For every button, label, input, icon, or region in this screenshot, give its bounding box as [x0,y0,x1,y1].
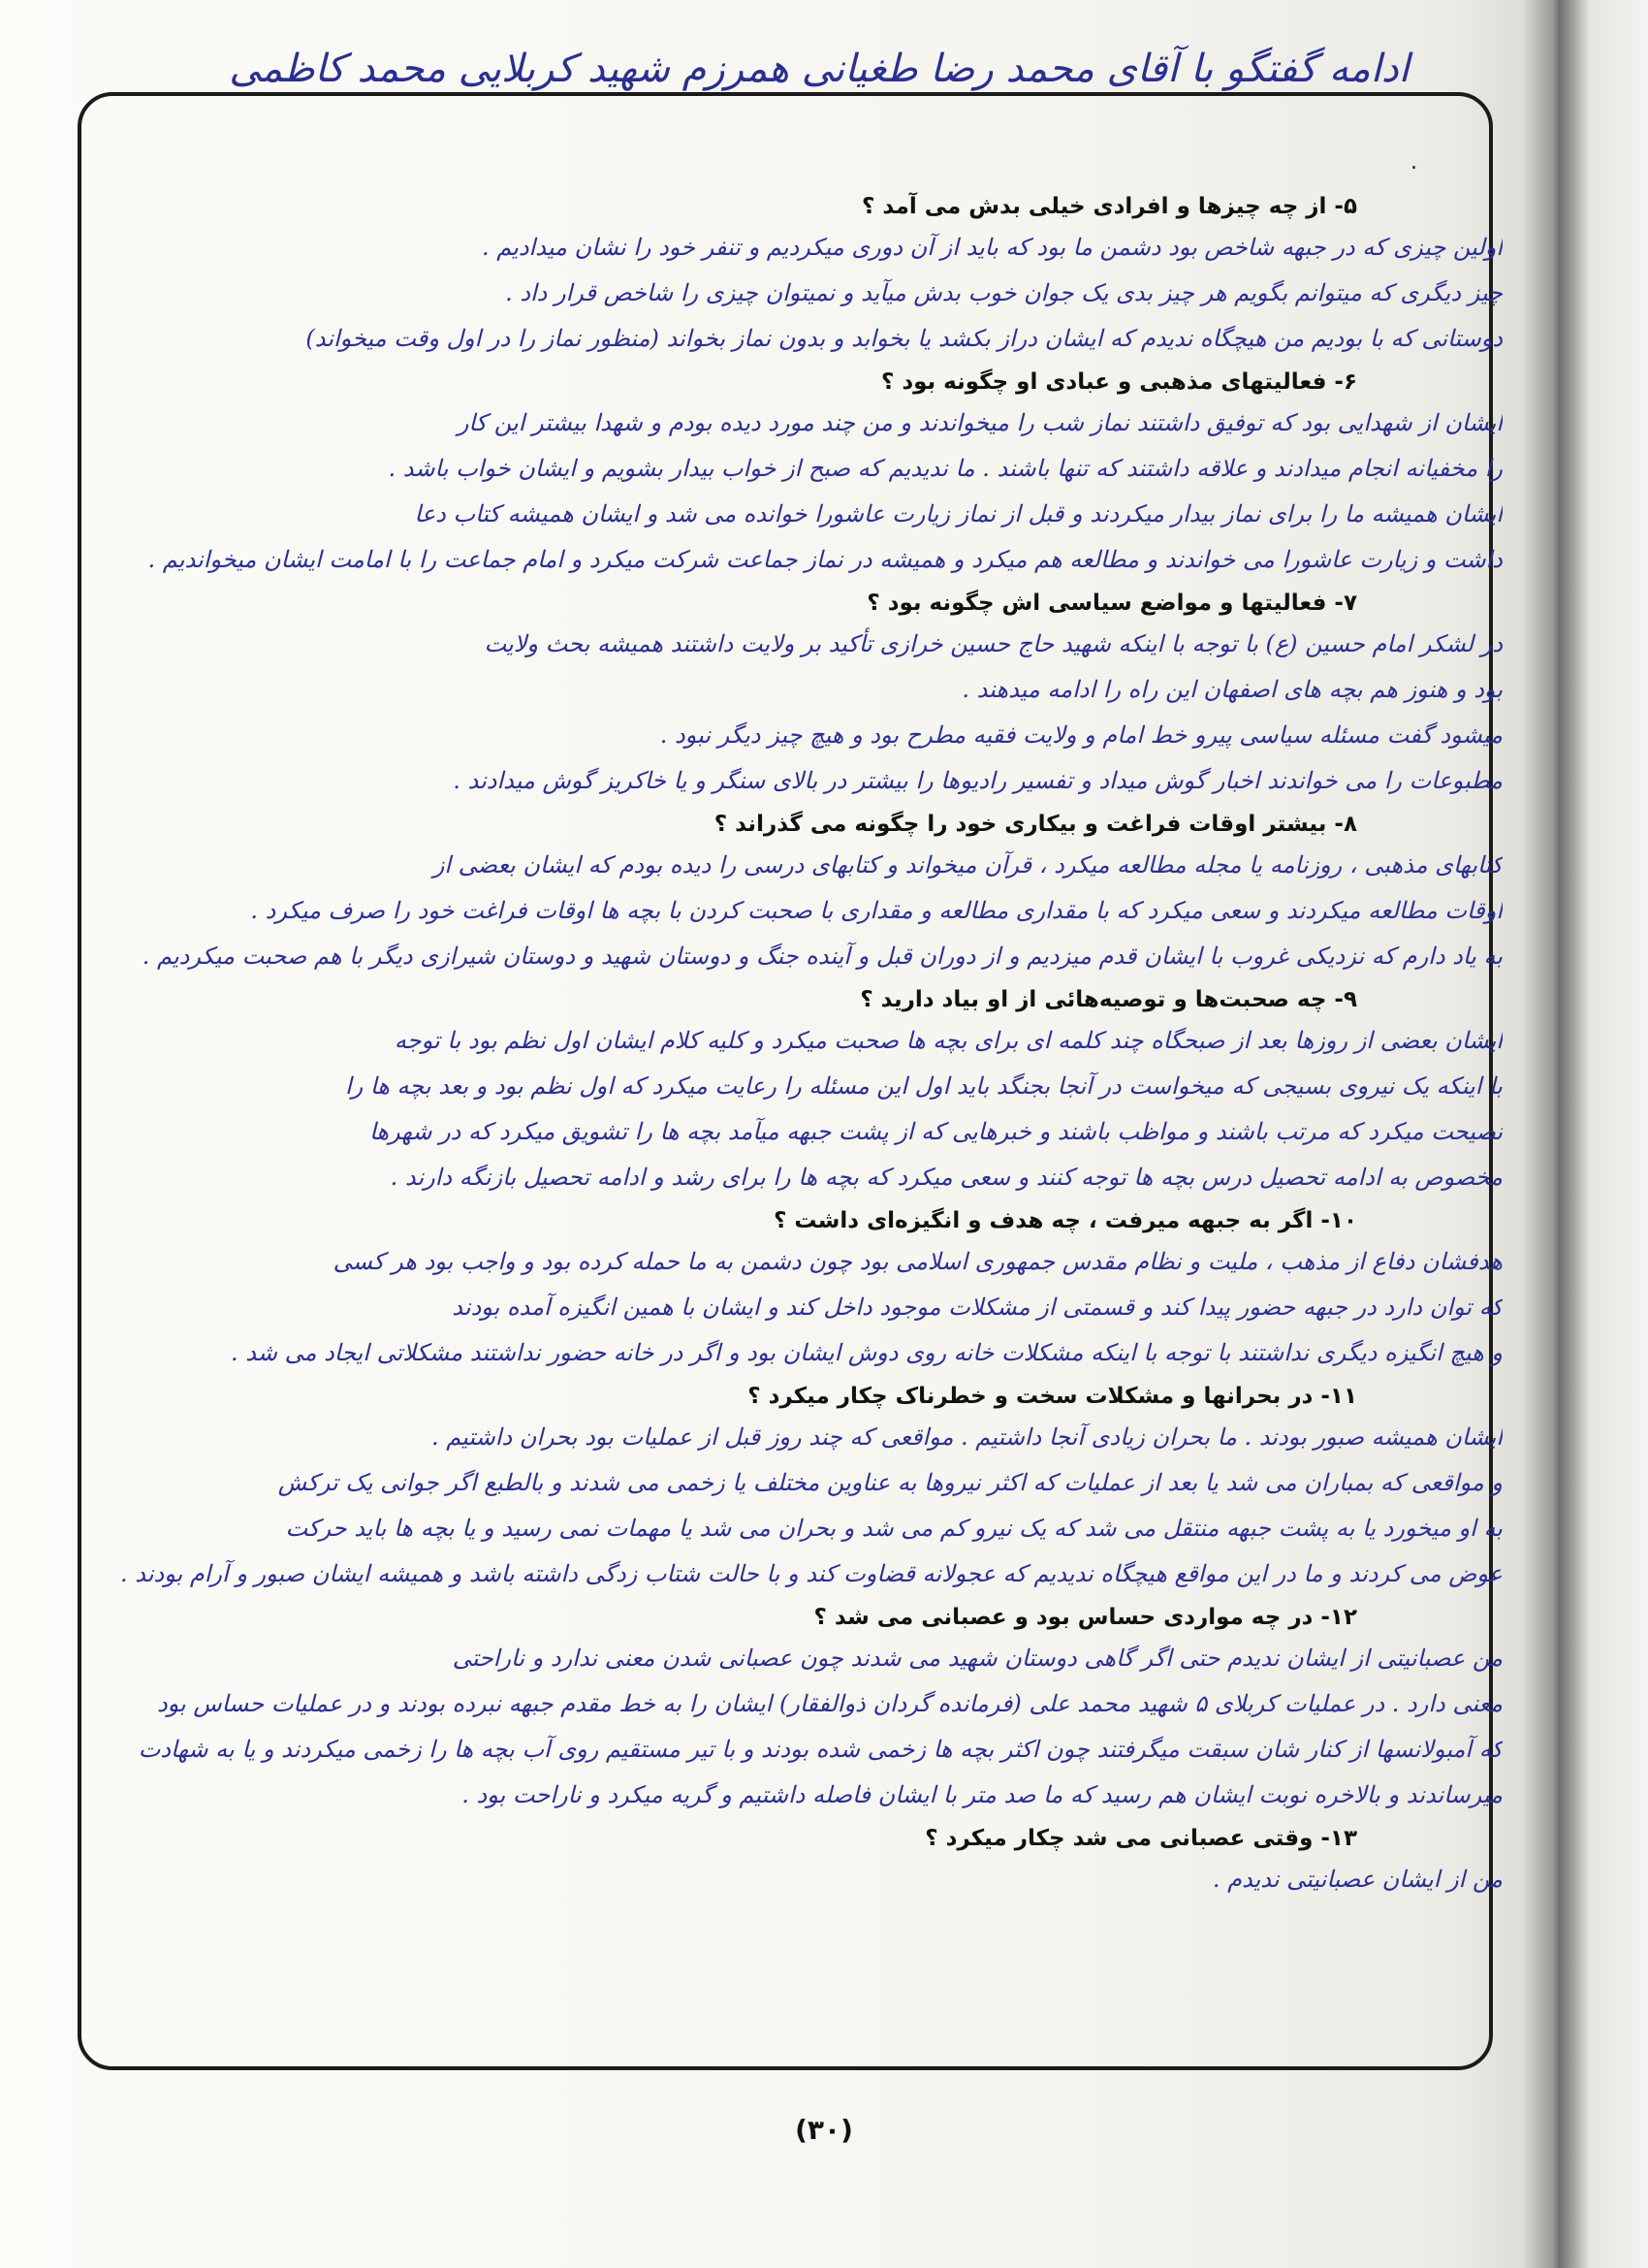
question-text: ۱۳- وقتی عصبانی می شد چکار میکرد ؟ [925,1826,1357,1851]
handwritten-answer [68,1857,1503,1902]
question-text: ۸- بیشتر اوقات فراغت و بیکاری خود را چگونه می گذراند ؟ [713,812,1357,837]
answer-line: ایشان همیشه صبور بودند . ما بحران زیادی آنجا داشتیم . مواقعی که چند روز قبل از عملیات بود بحران داشتیم . [430,1423,1503,1451]
handwritten-answer [68,622,1503,804]
answer-line: معنی دارد . در عملیات کربلای ۵ شهید محمد علی (فرمانده گردان ذوالفقار) ایشان را به خط مقدم جبهه نبرده بودند و در عملیات حساس بود [156,1690,1503,1717]
question-text: ۷- فعالیتها و مواضع سیاسی اش چگونه بود ؟ [867,591,1357,616]
answer-line: ایشان بعضی از روزها بعد از صبحگاه چند کلمه ای برای بچه ها صحبت میکرد و کلیه کلام ایشان اول نظم بود با توجه [394,1027,1503,1054]
binding-shadow [1522,0,1590,2268]
interview-qa-list [68,194,1503,1910]
handwritten-answer [68,400,1503,583]
answer-line: من از ایشان عصبانیتی ندیدم . [1212,1866,1503,1893]
answer-line: و هیچ انگیزه دیگری نداشتند با توجه با اینکه مشکلات خانه روی دوش ایشان بود و اگر در خانه حضور نداشتند مشکلاتی ایجاد می شد . [231,1339,1503,1366]
question-text: ۹- چه صحبت‌ها و توصیه‌هائی از او بیاد دارید ؟ [860,987,1357,1012]
answer-line: اولین چیزی که در جبهه شاخص بود دشمن ما بود که باید از آن دوری میکردیم و تنفر خود را نشان میدادیم . [481,234,1503,261]
handwritten-title: ادامه گفتگو با آقای محمد رضا طغیانی همرزم شهید کربلایی محمد کاظمی [229,47,1410,91]
answer-line: اوقات مطالعه میکردند و سعی میکرد که با مقداری مطالعه و مقداری با صحبت کردن با بچه ها اوقات فراغت خود را صرف میکرد . [250,897,1503,924]
question-text: ۱۱- در بحرانها و مشکلات سخت و خطرناک چکار میکرد ؟ [747,1384,1357,1409]
answer-line: که آمبولانسها از کنار شان سبقت میگرفتند چون اکثر بچه ها زخمی شده بودند و با تیر مستقیم روی آب بچه ها را زخمی میکردند و یا به شهادت [138,1736,1503,1763]
handwritten-answer [68,1636,1503,1818]
answer-line: عوض می کردند و ما در این مواقع هیچگاه ندیدیم که عجولانه قضاوت کند و با حالت شتاب زدگی داشته باشد و همیشه ایشان صبور و آرام بودند . [119,1560,1503,1587]
answer-line: کتابهای مذهبی ، روزنامه یا مجله مطالعه میکرد ، قرآن میخواند و کتابهای درسی را دیده بودم که ایشان بعضی از [432,851,1503,878]
answer-line: داشت و زیارت عاشورا می خواندند و مطالعه هم میکرد و همیشه در نماز جماعت شرکت میکرد و امام جماعت را با امامت ایشان میخواندیم . [147,546,1503,573]
qa-block [68,1826,1503,1902]
answer-line: در لشکر امام حسین (ع) با توجه با اینکه شهید حاج حسین خرازی تأکید بر ولایت داشتند همیشه بحث ولایت [484,630,1503,657]
handwritten-answer [68,1415,1503,1597]
answer-line: هدفشان دفاع از مذهب ، ملیت و نظام مقدس جمهوری اسلامی بود چون دشمن به ما حمله کرده بود و واجب بود هر کسی [333,1248,1503,1275]
answer-line: مخصوص به ادامه تحصیل درس بچه ها توجه کنند و سعی میکرد که بچه ها را برای رشد و ادامه تحصیل بازنگه دارند . [390,1164,1503,1191]
qa-block [68,369,1503,583]
answer-line: من عصبانیتی از ایشان ندیدم حتی اگر گاهی دوستان شهید می شدند چون عصبانی شدن معنی ندارد و ناراحتی [452,1645,1503,1672]
answer-line: ایشان از شهدایی بود که توفیق داشتند نماز شب را میخواندند و من چند مورد دیده بودم و شهدا بیشتر این کار [457,409,1503,436]
handwritten-answer [68,225,1503,362]
qa-block [68,812,1503,979]
qa-block [68,1208,1503,1376]
qa-block [68,591,1503,804]
handwritten-answer [68,843,1503,979]
page-number: (۳۰) [795,2114,853,2146]
answer-line: را مخفیانه انجام میدادند و علاقه داشتند که تنها باشند . ما ندیدیم که صبح از خواب بیدار بشویم و ایشان خواب باشد . [388,455,1503,482]
answer-line: بود و هنوز هم بچه های اصفهان این راه را ادامه میدهند . [962,676,1503,703]
question-text: ۵- از چه چیزها و افرادی خیلی بدش می آمد ؟ [861,194,1357,219]
qa-block [68,1384,1503,1597]
answer-line: که توان دارد در جبهه حضور پیدا کند و قسمتی از مشکلات موجود داخل کند و ایشان با همین انگیزه آمده بودند [452,1294,1503,1321]
qa-block [68,987,1503,1200]
answer-line: چیز دیگری که میتوانم بگویم هر چیز بدی یک جوان خوب بدش میآید و نمیتوان چیزی را شاخص قرار داد . [505,279,1503,306]
answer-line: ایشان همیشه ما را برای نماز بیدار میکردند و قبل از نماز زیارت عاشورا خوانده می شد و ایشان همیشه کتاب دعا [414,500,1503,527]
qa-block [68,194,1503,362]
page-dot-mark: . [1410,150,1417,175]
handwritten-answer [68,1018,1503,1200]
answer-line: مطبوعات را می خواندند اخبار گوش میداد و تفسیر رادیوها را بیشتر در بالای سنگر و یا خاکریز گوش میدادند . [453,767,1503,794]
question-text: ۱۰- اگر به جبهه میرفت ، چه هدف و انگیزه‌ای داشت ؟ [774,1208,1357,1233]
answer-line: با اینکه یک نیروی بسیجی که میخواست در آنجا بجنگد باید اول این مسئله را رعایت میکرد که اول نظم بود و بعد بچه ها را [345,1072,1503,1100]
answer-line: میشود گفت مسئله سیاسی پیرو خط امام و ولایت فقیه مطرح بود و هیچ چیز دیگر نبود . [659,721,1503,749]
question-text: ۱۲- در چه مواردی حساس بود و عصبانی می شد ؟ [813,1605,1357,1630]
question-text: ۶- فعالیتهای مذهبی و عبادی او چگونه بود ؟ [880,369,1357,395]
qa-block [68,1605,1503,1818]
answer-line: نصیحت میکرد که مرتب باشند و مواظب باشند و خبرهایی که از پشت جبهه میآمد بچه ها را تشویق میکرد که در شهرها [369,1118,1503,1145]
handwritten-answer [68,1239,1503,1376]
answer-line: دوستانی که با بودیم من هیچگاه ندیدم که ایشان دراز بکشد یا بخوابد و بدون نماز بخواند (منظور نماز را در اول وقت میخواند) [305,325,1503,352]
answer-line: میرساندند و بالاخره نوبت ایشان هم رسید که ما صد متر با ایشان فاصله داشتیم و گریه میکرد و ناراحت بود . [461,1781,1503,1808]
answer-line: به او میخورد یا به پشت جبهه منتقل می شد که یک نیرو کم می شد و بحران می شد یا مهمات نمی رسید و یا بچه ها باید حرکت [285,1515,1503,1542]
answer-line: و مواقعی که بمباران می شد یا بعد از عملیات که اکثر نیروها به عناوین مختلف یا زخمی می شدند و بالطبع اگر جوانی یک ترکش [277,1469,1503,1496]
answer-line: به یاد دارم که نزدیکی غروب با ایشان قدم میزدیم و از دوران قبل و آینده جنگ و دوستان شهید و دوستان شیرازی دیگر با هم صحبت میکردیم . [142,942,1503,970]
